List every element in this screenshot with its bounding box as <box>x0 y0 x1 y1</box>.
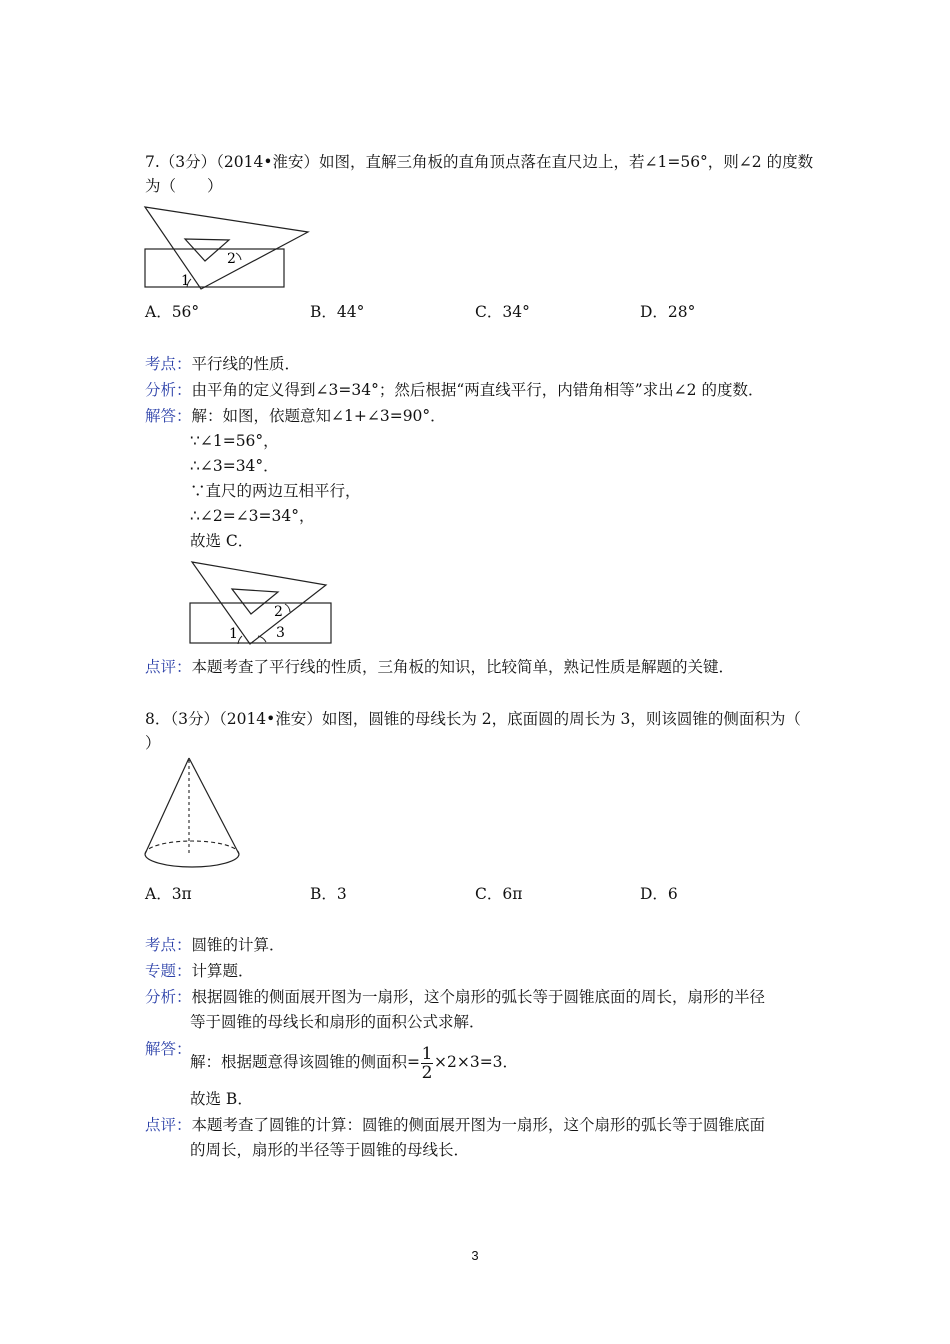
q8-fenxi <box>145 987 765 1007</box>
q7-kaodian-tag: 考点： <box>145 355 192 373</box>
q7-jieda-tag: 解答： <box>145 407 192 425</box>
q8-option-b: B．3 <box>310 885 347 903</box>
q8-kaodian-text: 圆锥的计算． <box>191 936 285 954</box>
q8-fenxi-text-1: 根据圆锥的侧面展开图为一扇形，这个扇形的弧长等于圆锥底面的周长，扇形的半径 <box>191 988 766 1006</box>
q7-stem-line2: 为（ ） <box>145 177 223 195</box>
q7-kaodian <box>145 354 300 374</box>
q8-option-a: A．3π <box>145 885 192 903</box>
q8-zhuanti <box>145 961 254 981</box>
q7-jieda-line2: ∵∠1=56°， <box>190 432 279 450</box>
q8-dianping <box>145 1115 765 1135</box>
q8-stem-line2: ） <box>145 734 161 752</box>
fraction-numerator: 1 <box>421 1043 433 1064</box>
fraction-denominator: 2 <box>421 1062 433 1083</box>
q8-kaodian-tag: 考点： <box>145 936 192 954</box>
q8-cone-figure <box>140 754 245 878</box>
q7-jieda-line1: 解：如图，依题意知∠1+∠3=90°． <box>191 407 446 425</box>
sol-angle-2-label: 2 <box>274 604 283 620</box>
q8-fenxi-tag: 分析： <box>145 988 192 1006</box>
q7-solution-figure <box>188 558 338 648</box>
fraction <box>421 1045 433 1082</box>
q7-dianping-text: 本题考查了平行线的性质，三角板的知识，比较简单，熟记性质是解题的关键． <box>191 658 735 676</box>
q8-dianping-text-1: 本题考查了圆锥的计算：圆锥的侧面展开图为一扇形，这个扇形的弧长等于圆锥底面 <box>191 1116 766 1134</box>
angle-1-label: 1 <box>181 273 190 289</box>
q7-option-d: D．28° <box>640 303 696 321</box>
q8-dianping-text-2: 的周长，扇形的半径等于圆锥的母线长． <box>190 1141 470 1159</box>
q8-jieda-tag: 解答： <box>145 1040 192 1058</box>
q7-fenxi-text: 由平角的定义得到∠3=34°；然后根据“两直线平行，内错角相等”求出∠2 的度数． <box>191 381 764 399</box>
q8-jieda-pre: 解：根据题意得该圆锥的侧面积= <box>190 1053 420 1071</box>
q7-dianping-tag: 点评： <box>145 658 192 676</box>
q8-kaodian <box>145 935 285 955</box>
q7-dianping <box>145 657 734 677</box>
page-number: 3 <box>471 1248 479 1263</box>
q8-dianping-tag: 点评： <box>145 1116 192 1134</box>
q7-jieda <box>145 406 446 426</box>
q8-zhuanti-tag: 专题： <box>145 962 192 980</box>
q7-option-a: A．56° <box>145 303 200 321</box>
q8-jieda-line1 <box>190 1042 518 1082</box>
sol-angle-3-label: 3 <box>276 625 285 641</box>
set-square-inner <box>185 239 229 261</box>
q7-option-c: C．34° <box>475 303 530 321</box>
q7-jieda-line5: ∴∠2=∠3=34°， <box>190 507 315 525</box>
q7-fenxi-tag: 分析： <box>145 381 192 399</box>
q7-stem-line1: 7.（3分）（2014•淮安）如图，直解三角板的直角顶点落在直尺边上，若∠1=56°，则∠2 的度数 <box>145 153 814 171</box>
q7-fenxi <box>145 380 763 400</box>
q8-jieda-line2: 故选 B． <box>190 1090 253 1108</box>
q8-jieda-post: ×2×3=3． <box>434 1053 519 1071</box>
q8-zhuanti-text: 计算题． <box>191 962 254 980</box>
sol-angle-1-label: 1 <box>229 626 238 642</box>
q8-stem-line1: 8．（3分）（2014•淮安）如图，圆锥的母线长为 2，底面圆的周长为 3，则该圆锥的侧面积为（ <box>145 710 801 728</box>
q7-jieda-line6: 故选 C． <box>190 532 254 550</box>
q7-jieda-line3: ∴∠3=34°． <box>190 457 279 475</box>
q7-kaodian-text: 平行线的性质． <box>191 355 301 373</box>
q8-option-d: D．6 <box>640 885 678 903</box>
q7-figure <box>143 203 313 293</box>
q7-option-b: B．44° <box>310 303 365 321</box>
q8-fenxi-text-2: 等于圆锥的母线长和扇形的面积公式求解． <box>190 1013 485 1031</box>
angle-2-label: 2 <box>227 251 236 267</box>
q8-option-c: C．6π <box>475 885 523 903</box>
q7-jieda-line4: ∵直尺的两边互相平行， <box>190 482 361 500</box>
